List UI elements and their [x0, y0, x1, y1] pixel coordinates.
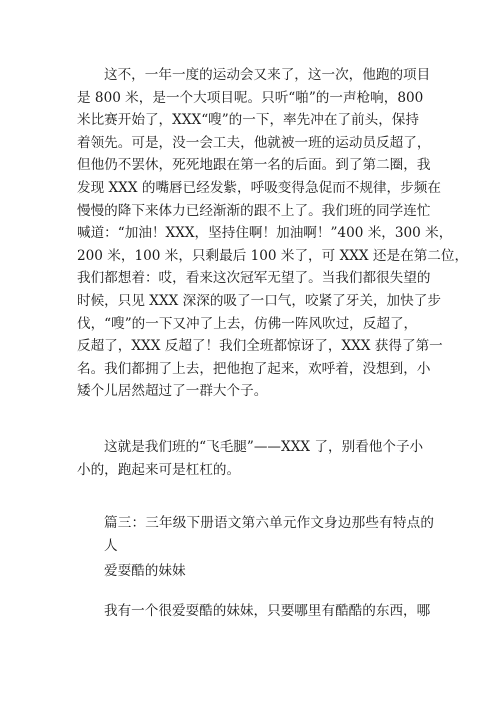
text-line: 这就是我们班的“飞毛腿”——XXX 了，别看他个子小	[104, 439, 424, 455]
paragraph-conclusion	[77, 436, 434, 481]
essay-title	[77, 560, 434, 583]
text-line: 喊道：“加油！XXX，坚持住啊！加油啊！”400 米，300 米，	[77, 225, 453, 242]
section-heading-text: 篇三：三年级下册语文第六单元作文身边那些有特点的人	[104, 515, 434, 554]
text-line: 200 米，100 米，只剩最后 100 米了，可 XXX 还是在第二位，	[77, 247, 469, 264]
paragraph-race-story	[77, 64, 469, 403]
text-line: 矮个儿居然超过了一群大个子。	[77, 383, 268, 400]
text-line: 我们都想着：哎，看来这次冠军无望了。当我们都很失望的	[77, 270, 431, 287]
text-line: 但他仍不罢休，死死地跟在第一名的后面。到了第二圈，我	[77, 157, 431, 174]
paragraph-sister-start	[77, 600, 434, 623]
text-line: 发现 XXX 的嘴唇已经发紫，呼吸变得急促而不规律，步频在	[77, 179, 441, 196]
text-line: 米比赛开始了，XXX“嗖”的一下，率先冲在了前头，保持	[77, 112, 419, 129]
section-heading	[77, 512, 434, 557]
text-line: 我有一个很爱耍酷的妹妹，只要哪里有酷酷的东西，哪	[104, 603, 431, 619]
text-line: 慢慢的降下来体力已经渐渐的跟不上了。我们班的同学连忙	[77, 202, 431, 219]
text-line: 名。我们都拥了上去，把他抱了起来，欢呼着，没想到，小	[77, 360, 431, 377]
text-line: 伐，“嗖”的一下又冲了上去，仿佛一阵风吹过，反超了，	[77, 315, 418, 332]
essay-title-text: 爱耍酷的妹妹	[104, 563, 186, 579]
text-line: 这不，一年一度的运动会又来了，这一次，他跑的项目	[104, 67, 431, 83]
text-line: 小的，跑起来可是杠杠的。	[77, 461, 241, 478]
text-line: 着领先。可是，没一会工夫，他就被一班的运动员反超了，	[77, 134, 431, 151]
text-line: 时候，只见 XXX 深深的吸了一口气，咬紧了牙关，加快了步	[77, 292, 441, 309]
text-line: 反超了，XXX 反超了！我们全班都惊讶了，XXX 获得了第一	[77, 338, 443, 355]
text-line: 是 800 米，是一个大项目呢。只听“啪”的一声枪响，800	[77, 89, 424, 106]
